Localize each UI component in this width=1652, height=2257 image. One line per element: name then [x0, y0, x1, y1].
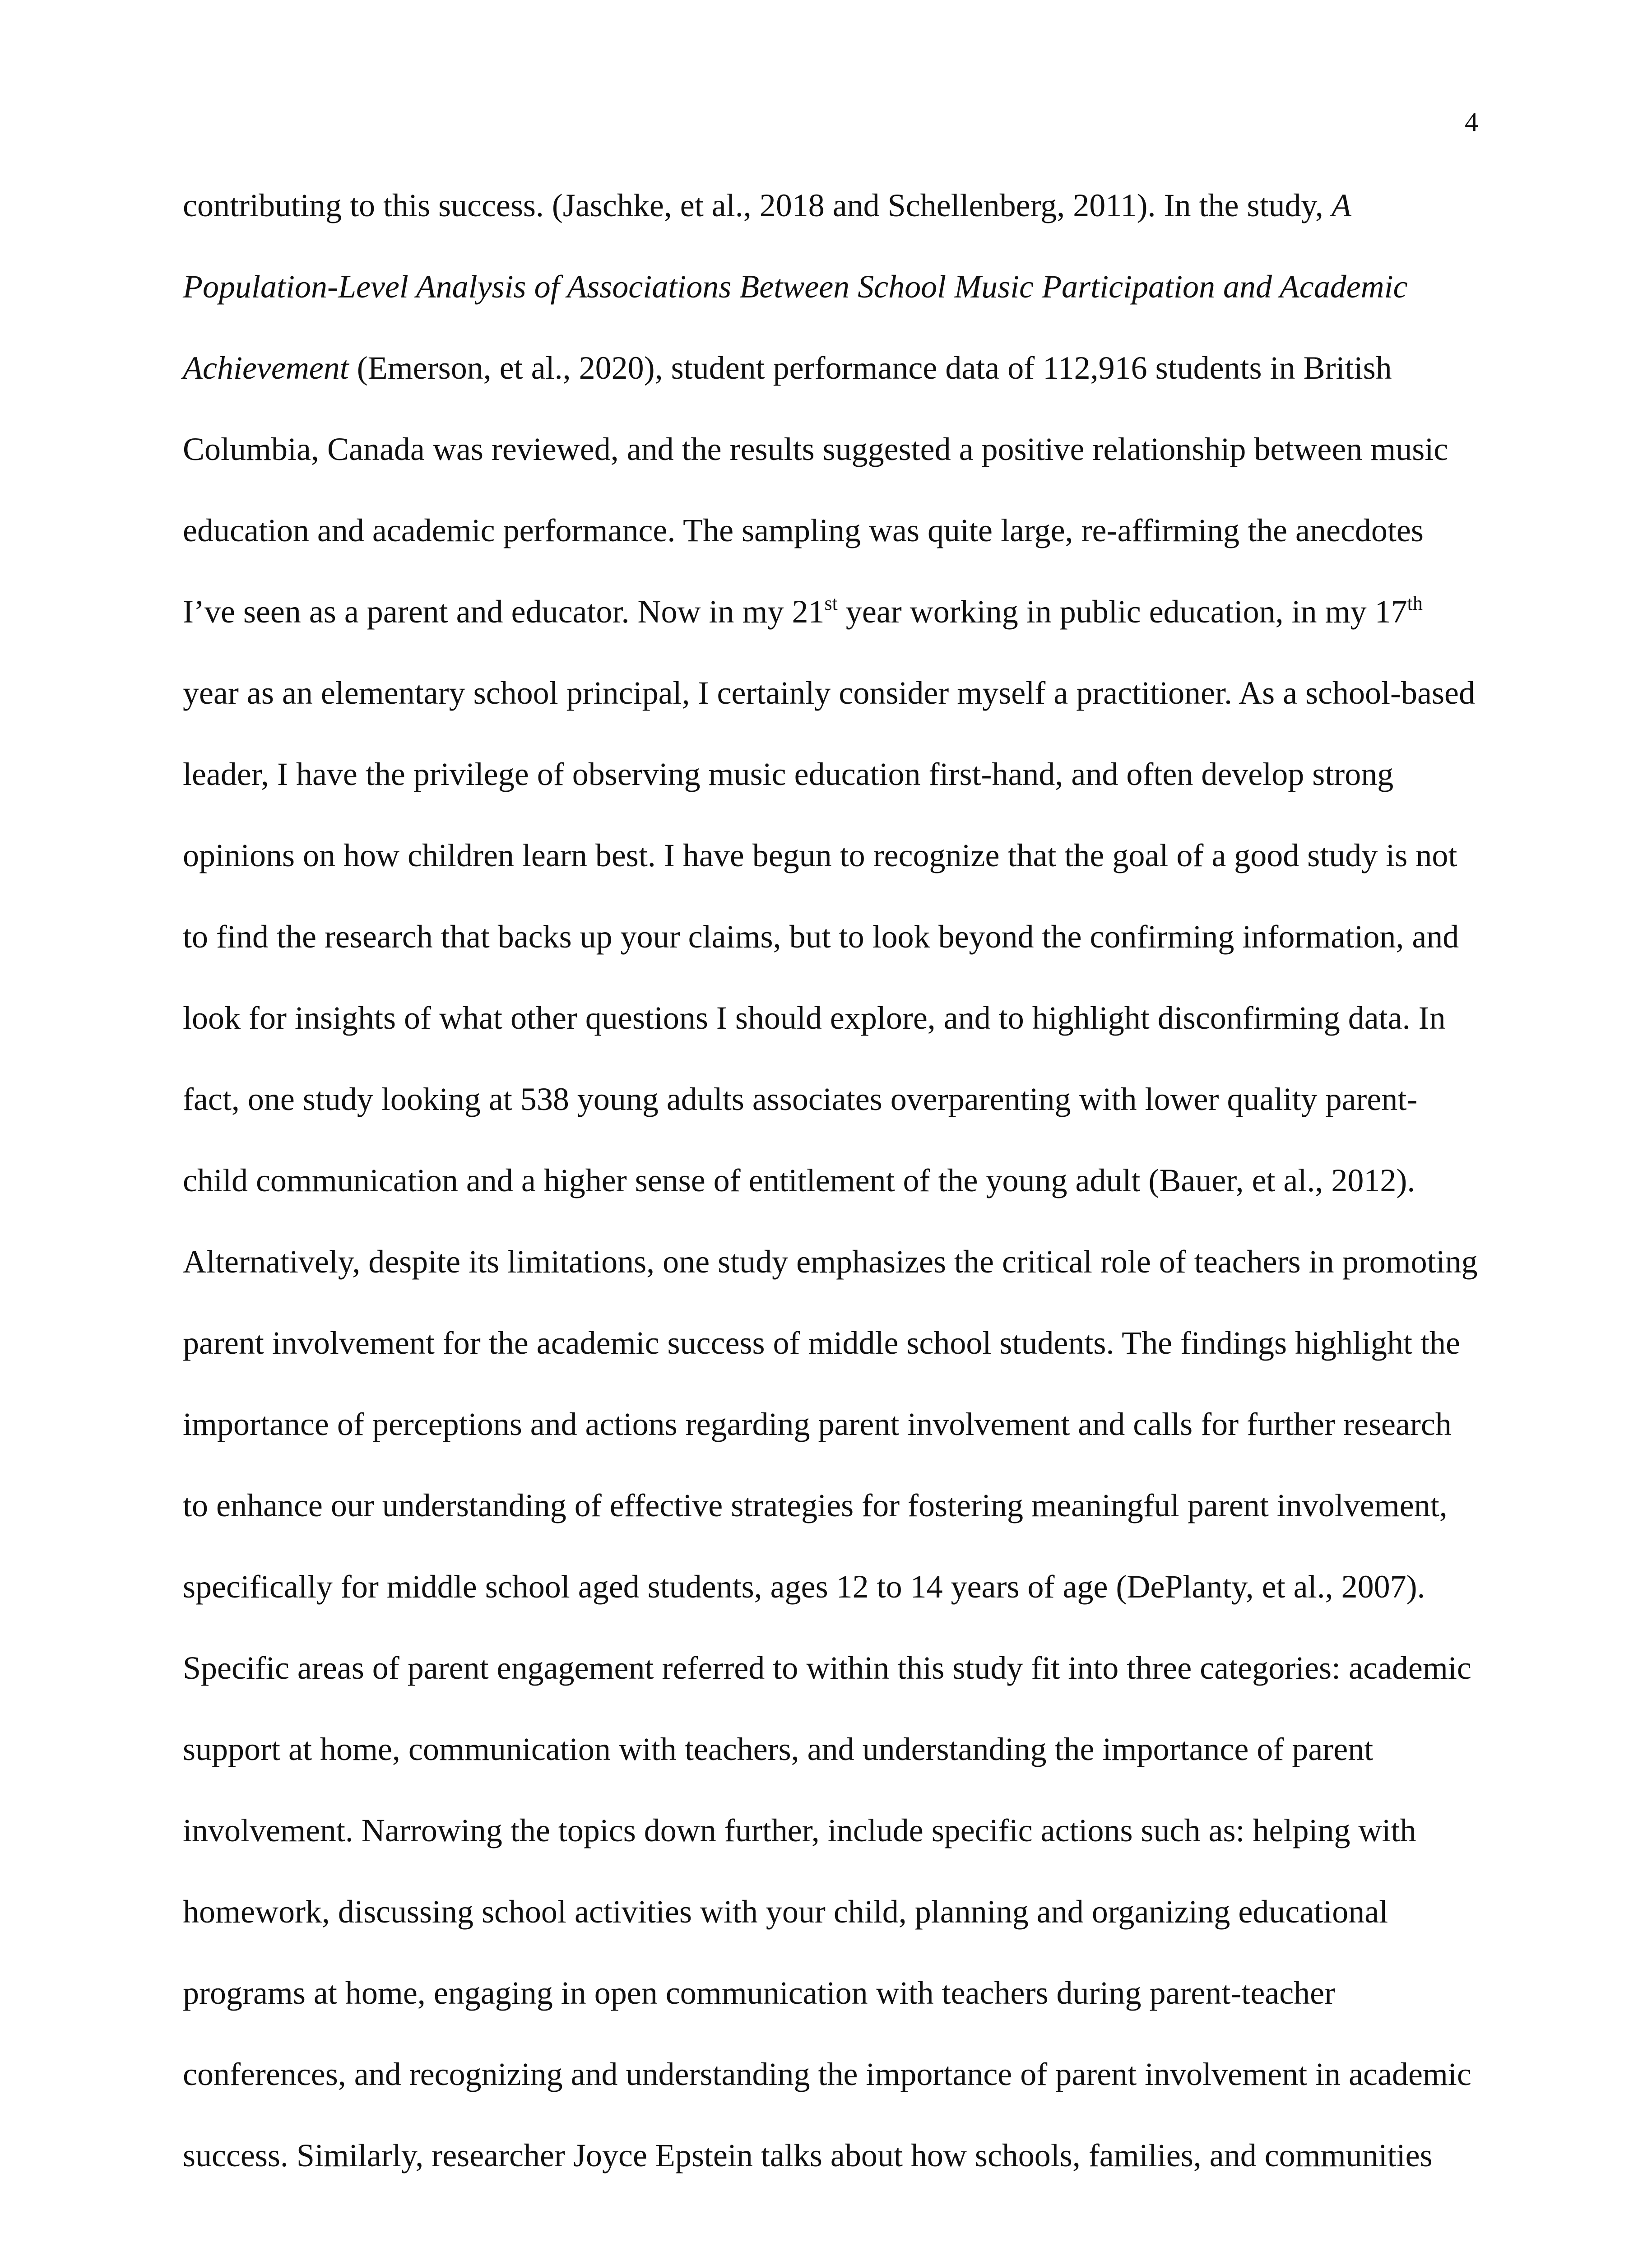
text-segment: specifically for middle school aged students, ages 12 to 14 years of age (DePlanty, et al., 2007). — [183, 1569, 1425, 1605]
text-line — [183, 183, 1478, 264]
text-segment: contributing to this success. (Jaschke, et al., 2018 and Schellenberg, 2011). In the study, — [183, 187, 1332, 223]
text-segment: I’ve seen as a parent and educator. Now in my 21 — [183, 594, 825, 630]
text-segment: success. Similarly, researcher Joyce Epstein talks about how schools, families, and communities — [183, 2137, 1433, 2173]
text-segment: year as an elementary school principal, I certainly consider myself a practitioner. As a school-based — [183, 675, 1475, 711]
page-number: 4 — [1465, 107, 1478, 137]
text-line — [183, 345, 1478, 427]
text-segment: Specific areas of parent engagement referred to within this study fit into three categories: academic — [183, 1650, 1471, 1686]
text-segment: education and academic performance. The sampling was quite large, re-affirming the anecdotes — [183, 512, 1424, 548]
text-line — [183, 1239, 1478, 1320]
text-line — [183, 833, 1478, 914]
text-line — [183, 264, 1478, 345]
text-line — [183, 1889, 1478, 1970]
text-line — [183, 1483, 1478, 1564]
text-segment: to enhance our understanding of effective strategies for fostering meaningful parent involvement, — [183, 1487, 1448, 1523]
text-line — [183, 752, 1478, 833]
text-segment: year working in public education, in my 17 — [837, 594, 1407, 630]
text-segment: to find the research that backs up your claims, but to look beyond the confirming information, and — [183, 919, 1459, 955]
body-text — [183, 183, 1478, 2214]
text-segment: programs at home, engaging in open communication with teachers during parent-teacher — [183, 1975, 1336, 2011]
text-line — [183, 1402, 1478, 1483]
text-segment: support at home, communication with teachers, and understanding the importance of parent — [183, 1731, 1374, 1767]
text-segment: involvement. Narrowing the topics down further, include specific actions such as: helping with — [183, 1812, 1416, 1848]
text-line — [183, 1158, 1478, 1239]
text-line — [183, 1077, 1478, 1158]
text-segment: leader, I have the privilege of observing music education first-hand, and often develop strong — [183, 756, 1394, 792]
text-segment: look for insights of what other questions I should explore, and to highlight disconfirming data. In — [183, 1000, 1446, 1036]
text-segment: Alternatively, despite its limitations, one study emphasizes the critical role of teachers in promoting — [183, 1244, 1478, 1280]
text-segment: importance of perceptions and actions regarding parent involvement and calls for further research — [183, 1406, 1452, 1442]
text-line — [183, 2133, 1478, 2214]
italic-text: Population-Level Analysis of Associations Between School Music Participation and Academic — [183, 269, 1408, 305]
text-segment: opinions on how children learn best. I have begun to recognize that the goal of a good study is not — [183, 837, 1457, 873]
text-segment: homework, discussing school activities with your child, planning and organizing educational — [183, 1894, 1388, 1930]
text-line — [183, 427, 1478, 508]
text-line — [183, 508, 1478, 589]
text-line — [183, 589, 1478, 670]
text-line — [183, 1645, 1478, 1727]
text-segment: conferences, and recognizing and understanding the importance of parent involvement in academic — [183, 2056, 1471, 2092]
superscript: st — [824, 592, 838, 614]
italic-text: Achievement — [183, 350, 349, 386]
text-line — [183, 670, 1478, 752]
superscript: th — [1407, 592, 1423, 614]
text-line — [183, 995, 1478, 1077]
text-line — [183, 1564, 1478, 1645]
text-line — [183, 1320, 1478, 1402]
text-line — [183, 914, 1478, 995]
text-line — [183, 1970, 1478, 2052]
text-line — [183, 2052, 1478, 2133]
text-segment: Columbia, Canada was reviewed, and the results suggested a positive relationship between music — [183, 431, 1448, 467]
text-line — [183, 1808, 1478, 1889]
text-segment: child communication and a higher sense of entitlement of the young adult (Bauer, et al., 2012). — [183, 1162, 1415, 1198]
text-segment: fact, one study looking at 538 young adults associates overparenting with lower quality parent- — [183, 1081, 1418, 1117]
text-segment: (Emerson, et al., 2020), student performance data of 112,916 students in British — [348, 350, 1392, 386]
text-line — [183, 1727, 1478, 1808]
text-segment: parent involvement for the academic success of middle school students. The findings highlight the — [183, 1325, 1461, 1361]
italic-text: A — [1331, 187, 1351, 223]
